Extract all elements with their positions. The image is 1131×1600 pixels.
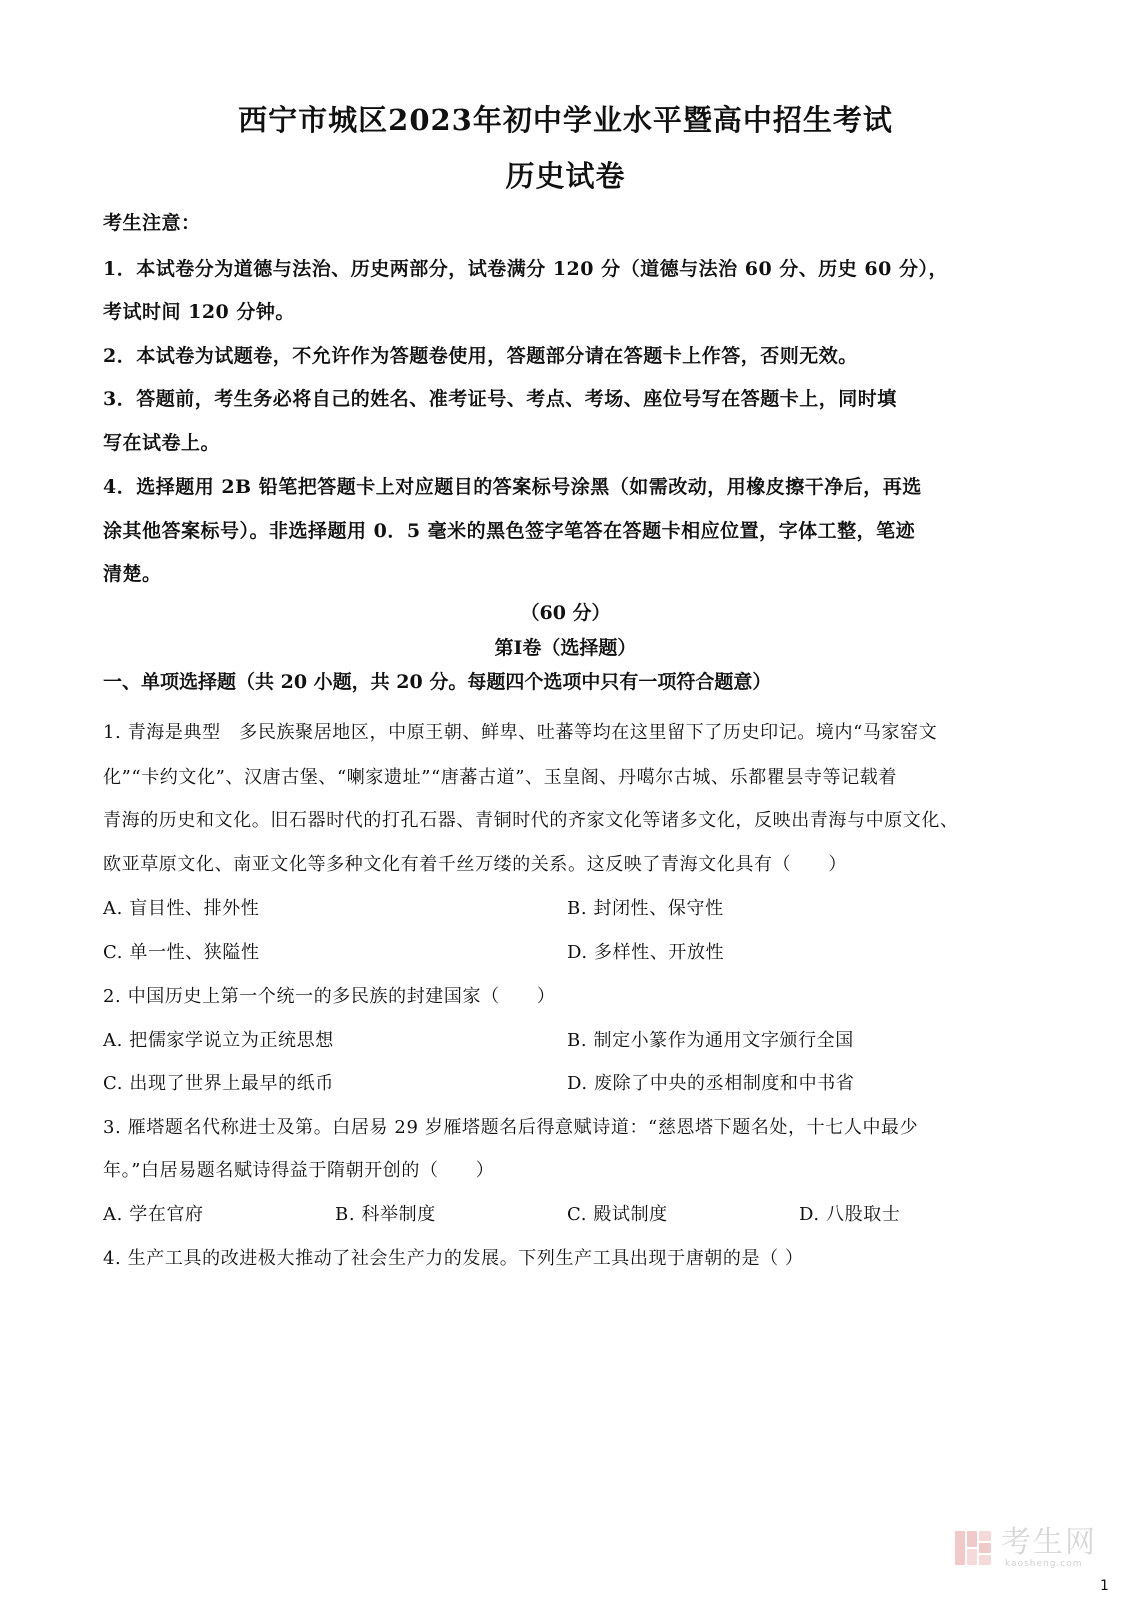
question-1-option-c: C. 单一性、狭隘性 [103,942,260,963]
question-1-line: 化”“卡约文化”、汉唐古堡、“喇家遗址”“唐蕃古道”、玉皇阁、丹噶尔古城、乐都瞿昙寺等记载着 [103,767,898,788]
notice-heading: 考生注意： [103,212,201,234]
exam-subtitle: 历史试卷 [505,159,626,193]
watermark-url: kaosheng.com [1005,1559,1083,1569]
question-3-option-d: D. 八股取士 [799,1204,901,1225]
question-2-line: 2. 中国历史上第一个统一的多民族的封建国家（ ） [103,986,556,1007]
exam-title: 西宁市城区2023年初中学业水平暨高中招生考试 [238,103,893,137]
question-1-line: 青海的历史和文化。旧石器时代的打孔石器、青铜时代的齐家文化等诸多文化，反映出青海与中原文化、 [103,810,959,831]
question-1-option-d: D. 多样性、开放性 [567,942,725,963]
notice-line: 考试时间 120 分钟。 [103,301,295,323]
question-3-line: 3. 雁塔题名代称进士及第。白居易 29 岁雁塔题名后得意赋诗道：“慈恩塔下题名处，十七人中最少 [103,1117,919,1138]
notice-line: 1．本试卷分为道德与法治、历史两部分，试卷满分 120 分（道德与法治 60 分、历史 60 分）， [103,258,948,280]
section-title: 一、单项选择题（共 20 小题，共 20 分。每题四个选项中只有一项符合题意） [103,671,772,693]
notice-line: 2．本试卷为试题卷，不允许作为答题卷使用，答题部分请在答题卡上作答，否则无效。 [103,345,858,367]
watermark-text: 考生网 [1001,1525,1097,1560]
question-1-line: 1. 青海是典型 多民族聚居地区，中原王朝、鲜卑、吐蕃等均在这里留下了历史印记。境内“马家窑文 [103,722,938,743]
question-2-option-d: D. 废除了中央的丞相制度和中书省 [567,1073,855,1094]
notice-line: 3．答题前，考生务必将自己的姓名、准考证号、考点、考场、座位号写在答题卡上，同时填 [103,388,897,410]
question-1-option-b: B. 封闭性、保守性 [567,898,724,919]
kaosheng-logo-icon [953,1527,995,1569]
notice-line: 写在试卷上。 [103,432,221,454]
question-2-option-b: B. 制定小篆作为通用文字颁行全国 [567,1030,854,1051]
notice-line: 涂其他答案标号）。非选择题用 0．5 毫米的黑色签字笔答在答题卡相应位置，字体工整，笔迹 [103,520,916,542]
question-2-option-a: A. 把儒家学说立为正统思想 [103,1030,334,1051]
question-1-line: 欧亚草原文化、南亚文化等多种文化有着千丝万缕的关系。这反映了青海文化具有（ ） [103,854,847,875]
notice-line: 清楚。 [103,563,162,585]
watermark [953,1527,1097,1569]
question-3-option-b: B. 科举制度 [335,1204,436,1225]
question-3-option-c: C. 殿试制度 [567,1204,668,1225]
notice-line: 4．选择题用 2B 铅笔把答题卡上对应题目的答案标号涂黑（如需改动，用橡皮擦干净后，再选 [103,476,922,498]
question-2-option-c: C. 出现了世界上最早的纸币 [103,1073,334,1094]
question-1-option-a: A. 盲目性、排外性 [103,898,260,919]
question-3-option-a: A. 学在官府 [103,1204,204,1225]
page-number: 1 [1100,1578,1109,1594]
volume-title: 第Ⅰ卷（选择题） [494,637,637,659]
question-4-line: 4. 生产工具的改进极大推动了社会生产力的发展。下列生产工具出现于唐朝的是（ ） [103,1248,804,1269]
score-line: （60 分） [520,602,611,624]
question-3-line: 年。”白居易题名赋诗得益于隋朝开创的（ ） [103,1160,495,1181]
